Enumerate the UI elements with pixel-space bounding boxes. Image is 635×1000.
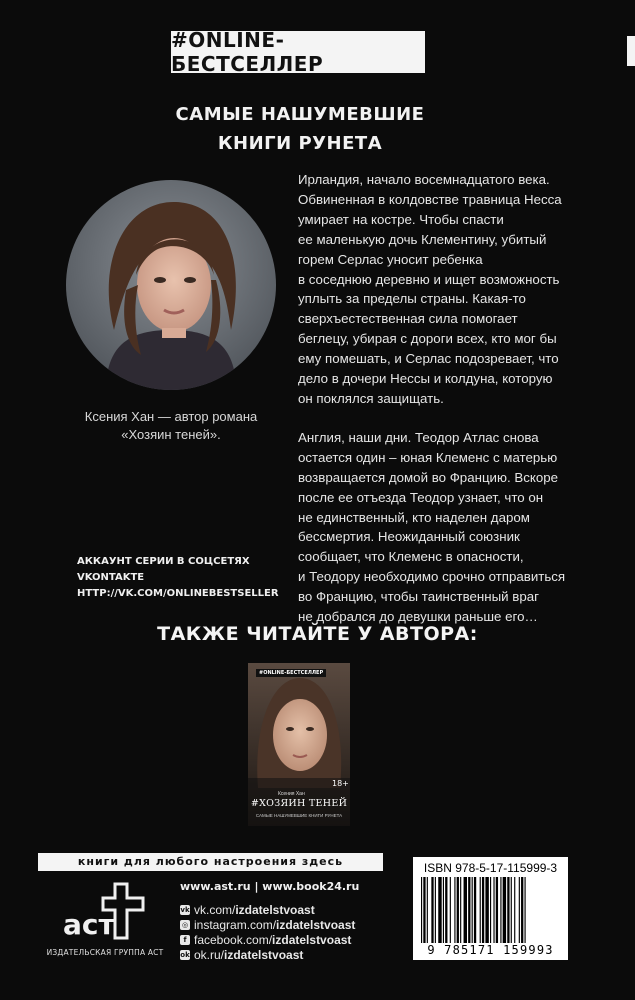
annotation-line: сообщает, что Клеменс в опасности, <box>298 549 524 565</box>
book-age-rating: 18+ <box>332 779 349 788</box>
barcode-bar <box>496 877 498 943</box>
author-photo <box>66 180 276 390</box>
link-prefix: vk.com/ <box>194 902 236 917</box>
annotation-line: в соседнюю деревню и ищет возможность <box>298 271 560 287</box>
barcode-bar <box>507 877 509 943</box>
series-title <box>140 100 460 158</box>
publisher-websites[interactable]: www.ast.ru | www.book24.ru <box>180 880 360 893</box>
barcode-bar <box>525 877 526 943</box>
barcode-bar <box>445 877 447 943</box>
vk-icon: vk <box>180 905 190 914</box>
book-author: Ксения Хан <box>278 791 305 797</box>
instagram-icon: ◎ <box>181 920 189 929</box>
annotation-line: бессмертия. Неожиданный союзник <box>298 529 520 545</box>
annotation-line: не добрался до девушки раньше его… <box>298 609 538 625</box>
barcode-bar <box>482 877 484 943</box>
barcode-bar <box>472 877 473 943</box>
barcode-bar <box>521 877 523 943</box>
barcode-bar <box>454 877 455 943</box>
barcode-bar <box>421 877 422 943</box>
barcode-bar <box>468 877 470 943</box>
also-read-heading: ТАКЖЕ ЧИТАЙТЕ У АВТОРА: <box>157 623 478 645</box>
ast-logo <box>55 880 150 942</box>
barcode-bar <box>493 877 494 943</box>
social-link[interactable]: HTTP://VK.COM/ONLINEBESTSELLER <box>77 588 279 599</box>
social-network: VKONTAKTE <box>77 572 145 583</box>
annotation-line: и Теодору необходимо срочно отправиться <box>298 569 566 585</box>
barcode-bar <box>460 877 461 943</box>
annotation-line: горем Серлас уносит ребенка <box>298 251 483 267</box>
book-badge: #ONLINE-БЕСТСЕЛЛЕР <box>256 669 326 677</box>
link-handle: izdatelstvoast <box>235 902 315 917</box>
series-title-line-1: САМЫЕ НАШУМЕВШИЕ <box>175 104 425 125</box>
barcode-bar <box>503 877 506 943</box>
barcode-bar <box>474 877 476 943</box>
link-handle: izdatelstvoast <box>272 932 352 947</box>
annotation-line: остается один – юная Клеменс с матерью <box>298 449 558 465</box>
annotation-line: дело в дочери Нессы и колдуна, которую <box>298 371 553 387</box>
barcode-bar <box>431 877 433 943</box>
barcode-bar <box>438 877 441 943</box>
barcode-bar <box>485 877 488 943</box>
social-heading: АККАУНТ СЕРИИ В СОЦСЕТЯХ <box>77 556 250 567</box>
barcode-bar <box>464 877 467 943</box>
publisher-name: ИЗДАТЕЛЬСКАЯ ГРУППА АСТ <box>46 948 164 957</box>
annotation-line: ее маленькую дочь Клементину, убитый <box>298 231 547 247</box>
annotation-line: уплыть за пределы страны. Какая-то <box>298 291 526 307</box>
annotation-paragraph-2 <box>298 428 598 627</box>
series-title-line-2: КНИГИ РУНЕТА <box>217 133 383 154</box>
link-handle: izdatelstvoast <box>224 947 304 962</box>
link-prefix: ok.ru/ <box>194 947 225 962</box>
barcode-bar <box>443 877 444 943</box>
author-caption <box>66 408 276 444</box>
annotation-line: сверхъестественная сила помогает <box>298 311 518 327</box>
barcode-bar <box>500 877 501 943</box>
barcode-bar <box>511 877 512 943</box>
series-badge: #ONLINE-БЕСТСЕЛЛЕР <box>171 31 425 73</box>
isbn-number: ISBN 978-5-17-115999-3 <box>423 861 558 875</box>
annotation-line: он поклялся защищать. <box>298 390 444 406</box>
facebook-icon: f <box>180 935 190 945</box>
barcode-number: 9 785171 159993 <box>427 943 554 957</box>
isbn-barcode-box <box>413 857 568 960</box>
social-account-info <box>77 554 297 602</box>
barcode-bar <box>519 877 520 943</box>
barcode-bar <box>435 877 436 943</box>
barcode-bar <box>450 877 451 943</box>
annotation-paragraph-1 <box>298 170 598 409</box>
barcode-bar <box>457 877 459 943</box>
corner-mark <box>627 36 635 66</box>
annotation-line: Англия, наши дни. Теодор Атлас снова <box>298 429 539 445</box>
link-prefix: instagram.com/ <box>194 917 277 932</box>
book-title: #ХОЗЯИН ТЕНЕЙ <box>250 798 348 809</box>
annotation-line: после ее отъезда Теодор узнает, что он <box>298 489 544 505</box>
barcode-bar <box>423 877 425 943</box>
barcode-bar <box>427 877 428 943</box>
social-link-ok[interactable] <box>180 947 405 962</box>
barcode-bar <box>514 877 515 943</box>
social-links <box>180 902 405 962</box>
barcode-bar <box>480 877 481 943</box>
barcode <box>419 877 562 943</box>
book-cover-thumbnail[interactable] <box>248 663 350 826</box>
annotation-line: Обвиненная в колдовстве травница Несса <box>298 191 562 207</box>
annotation-line: ему помешать, и Серлас подозревает, что <box>298 351 559 367</box>
ok-icon: ok <box>180 950 190 959</box>
barcode-bar <box>490 877 491 943</box>
annotation-line: возвращается домой во Францию. Вскоре <box>298 469 559 485</box>
social-link-instagram[interactable] <box>180 917 405 932</box>
author-caption-line-2: «Хозяин теней». <box>121 427 221 442</box>
slogan-banner: книги для любого настроения здесь <box>38 853 383 871</box>
annotation-line: Ирландия, начало восемнадцатого века. <box>298 172 550 187</box>
annotation-line: во Францию, чтобы таинственный враг <box>298 589 540 605</box>
link-prefix: facebook.com/ <box>194 932 273 947</box>
link-handle: izdatelstvoast <box>276 917 356 932</box>
social-link-facebook[interactable] <box>180 932 405 947</box>
annotation-line: беглецу, убирая с дороги всех, кто мог бы <box>298 331 557 347</box>
book-annotation <box>298 170 598 646</box>
book-subtitle: САМЫЕ НАШУМЕВШИЕ КНИГИ РУНЕТА <box>255 813 343 818</box>
social-link-vk[interactable] <box>180 902 405 917</box>
author-caption-line-1: Ксения Хан — автор романа <box>84 409 258 424</box>
ast-logo-text: аст <box>63 908 115 941</box>
annotation-line: не единственный, кто наделен даром <box>298 509 530 525</box>
annotation-line: умирает на костре. Чтобы спасти <box>298 211 504 227</box>
